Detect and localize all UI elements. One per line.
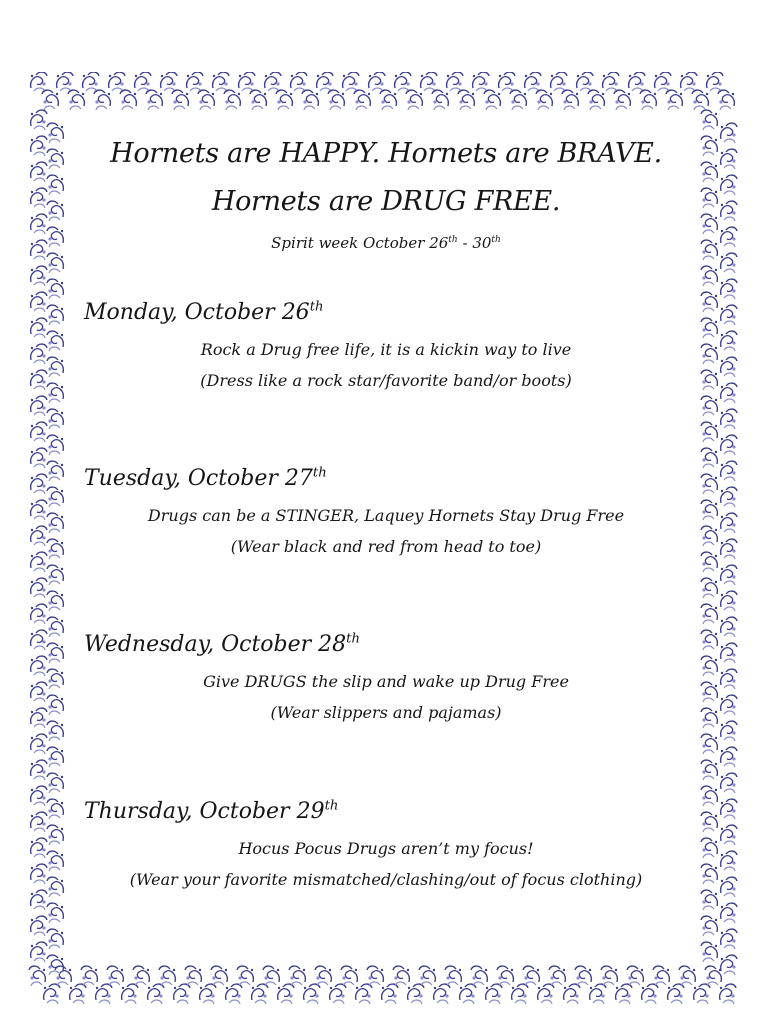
day-title: Monday, October 26th xyxy=(84,299,324,325)
day-tuesday xyxy=(84,464,688,562)
day-theme: Give DRUGS the slip and wake up Drug Free xyxy=(203,672,569,691)
day-theme: Hocus Pocus Drugs aren’t my focus! xyxy=(238,839,534,858)
day-theme: Drugs can be a STINGER, Laquey Hornets Stay Drug Free xyxy=(147,506,625,525)
day-dress-code: (Dress like a rock star/favorite band/or boots) xyxy=(200,371,572,390)
headline-line-1: Hornets are HAPPY. Hornets are BRAVE. xyxy=(110,138,662,169)
day-title: Tuesday, October 27th xyxy=(84,465,327,491)
day-title: Wednesday, October 28th xyxy=(84,631,360,657)
day-dress-code: (Wear black and red from head to toe) xyxy=(230,537,542,556)
day-monday xyxy=(84,298,688,396)
headline-line-2: Hornets are DRUG FREE. xyxy=(211,186,561,217)
day-thursday xyxy=(84,797,688,895)
day-title: Thursday, October 29th xyxy=(84,798,339,824)
day-dress-code: (Wear your favorite mismatched/clashing/out of focus clothing) xyxy=(129,870,643,889)
spirit-week-dates: Spirit week October 26th - 30th xyxy=(271,234,501,252)
flyer-content xyxy=(84,130,688,889)
day-theme: Rock a Drug free life, it is a kickin way to live xyxy=(200,340,572,359)
day-wednesday xyxy=(84,630,688,728)
day-dress-code: (Wear slippers and pajamas) xyxy=(270,703,502,722)
